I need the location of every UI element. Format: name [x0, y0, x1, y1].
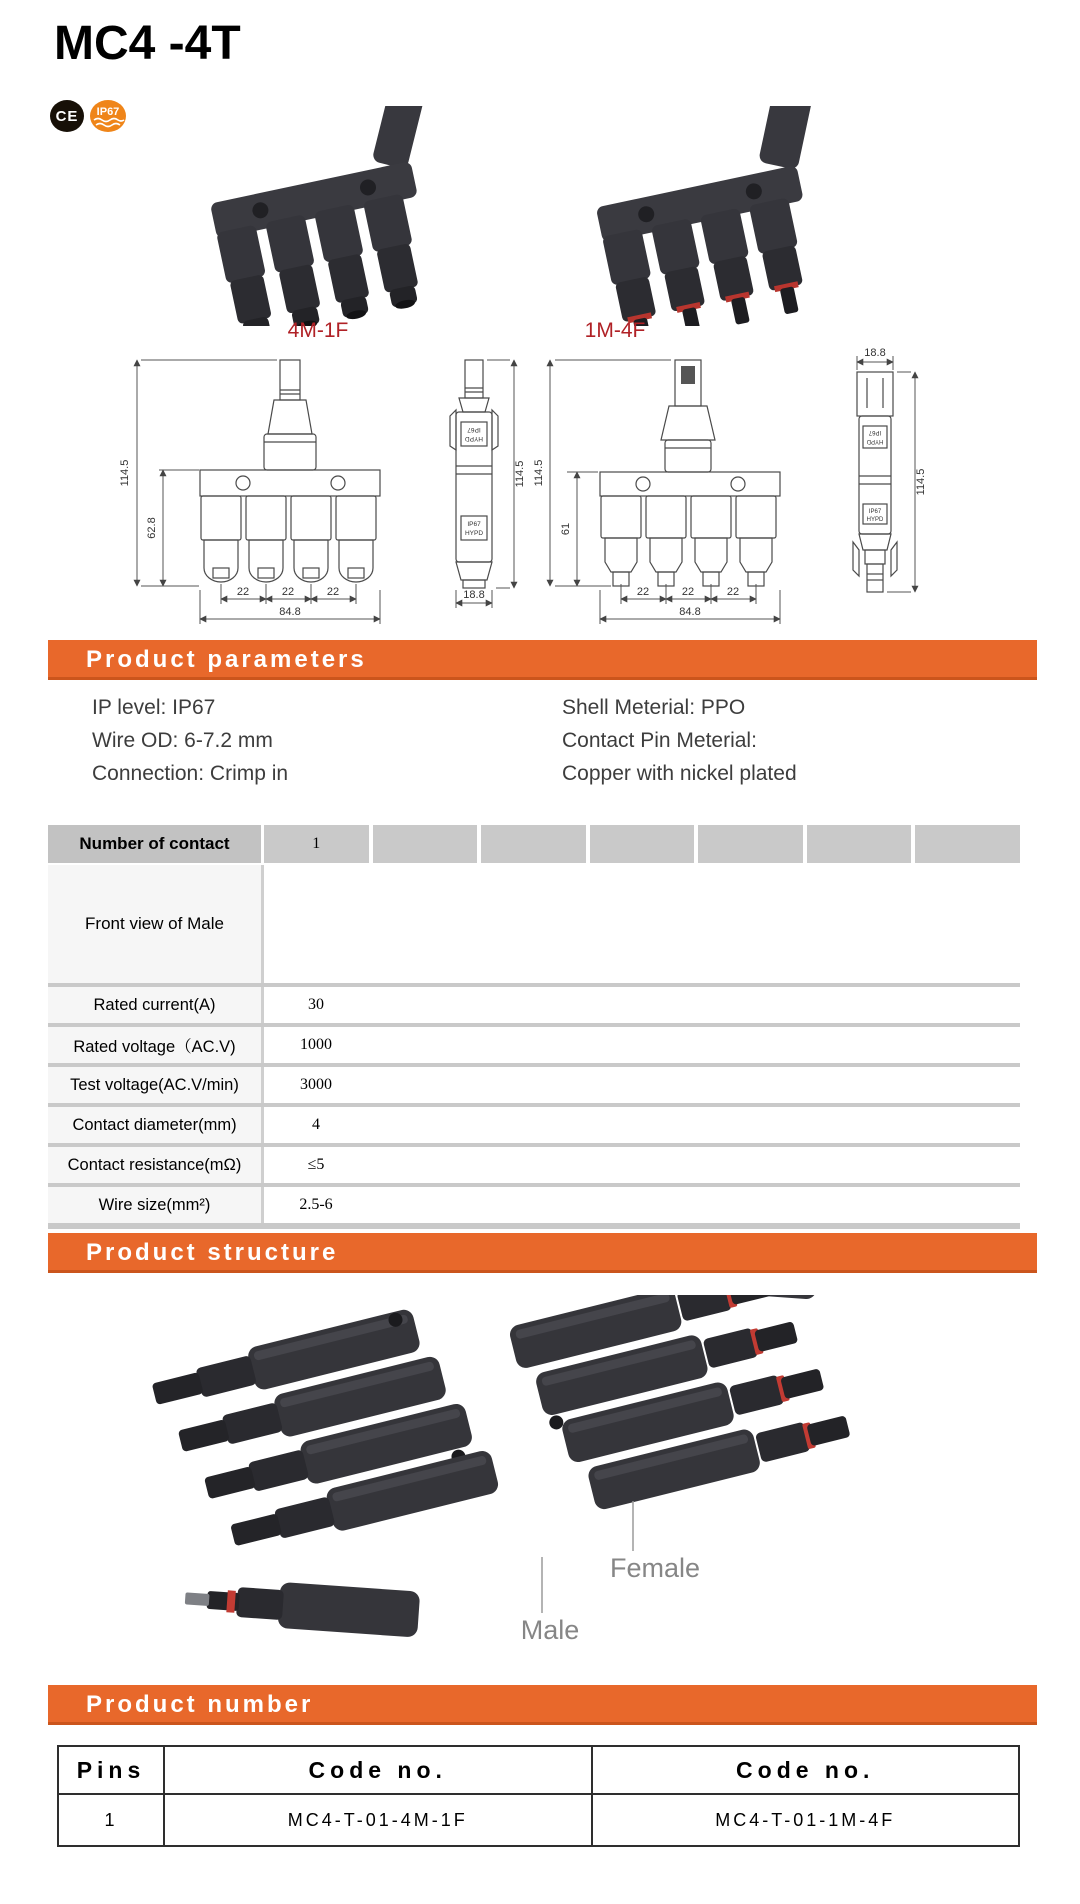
product-number-table — [57, 1745, 1020, 1847]
code-header-1: Code no. — [165, 1747, 593, 1793]
dimension-label: 22 — [281, 586, 295, 598]
page-title: MC4 -4T — [54, 17, 241, 70]
marking-label: HYPD — [464, 435, 484, 442]
dimension-label: 22 — [236, 586, 250, 598]
structure-illustration — [150, 1295, 930, 1660]
front-view-4m1f — [200, 360, 380, 582]
marking-label: IP67 — [868, 429, 882, 435]
dimensions-front-1m4f — [550, 360, 780, 624]
spec-row-value: 2.5-6 — [299, 1196, 333, 1213]
spec-header-empty-cell — [807, 825, 912, 863]
dimension-labels-front-4m1f — [119, 460, 339, 618]
spec-row-label: Wire size(mm²) — [48, 1187, 264, 1223]
spec-header-empty-cell — [590, 825, 695, 863]
parameter-contact-pin-material: Contact Pin Meterial: — [562, 729, 757, 752]
structure-female-assembly — [498, 1295, 930, 1521]
table-row — [48, 1187, 1020, 1229]
spec-row-label: Test voltage(AC.V/min) — [48, 1067, 264, 1103]
dimension-label: 62.8 — [146, 517, 158, 539]
parameter-ip-level: IP level: IP67 — [92, 696, 216, 719]
ip67-badge-icon — [88, 99, 128, 135]
spec-table — [48, 825, 1020, 1229]
male-label: Male — [520, 1615, 580, 1645]
section-header-number: Product number — [48, 1685, 1037, 1725]
spec-header-empty-cell — [373, 825, 478, 863]
table-row — [48, 987, 1020, 1027]
structure-male-trunk — [184, 1575, 421, 1637]
parameters-right-column — [562, 691, 797, 790]
ce-badge-label: CE — [55, 107, 79, 125]
pins-header: Pins — [59, 1747, 165, 1793]
marking-label: HYPD — [866, 438, 884, 444]
parameter-connection: Connection: Crimp in — [92, 762, 289, 785]
spec-row-value: 3000 — [300, 1076, 332, 1093]
front-view-row — [48, 865, 1020, 987]
spec-header-empty-cell — [481, 825, 586, 863]
side-view-left-marks — [465, 426, 484, 537]
table-row — [48, 1107, 1020, 1147]
dimension-label: 61 — [560, 522, 572, 536]
front-view-label: Front view of Male — [48, 865, 264, 983]
front-view-content — [264, 865, 1020, 983]
product-photo-1m4f — [535, 106, 885, 326]
spec-header-cells — [264, 825, 1020, 863]
marking-label: IP67 — [467, 521, 481, 528]
spec-row-value: 30 — [308, 996, 324, 1013]
code-value-1: MC4-T-01-4M-1F — [165, 1795, 593, 1845]
spec-row-label: Rated voltage（AC.V) — [48, 1027, 264, 1063]
parameters-left-column — [92, 691, 288, 790]
side-view-left — [450, 360, 498, 588]
spec-header-empty-cell — [698, 825, 803, 863]
code-value-2: MC4-T-01-1M-4F — [715, 1809, 896, 1830]
table-row — [59, 1793, 1018, 1845]
table-row — [48, 1027, 1020, 1067]
photo-label-1m4f: 1M-4F — [584, 319, 646, 342]
spec-header-empty-cell — [915, 825, 1020, 863]
pins-value: 1 — [59, 1795, 165, 1845]
spec-table-header-row — [48, 825, 1020, 863]
spec-header-label: Number of contact — [48, 825, 261, 863]
photo-label-4m1f: 4M-1F — [287, 319, 349, 342]
spec-row-label: Contact resistance(mΩ) — [48, 1147, 264, 1183]
dimension-label: 22 — [726, 586, 740, 598]
dimension-label: 22 — [681, 586, 695, 598]
marking-label: HYPD — [866, 517, 884, 523]
female-label: Female — [609, 1553, 701, 1583]
parameter-contact-pin-material-2: Copper with nickel plated — [562, 762, 797, 785]
marking-label: IP67 — [868, 509, 882, 515]
table-row — [48, 1067, 1020, 1107]
section-header-parameters: Product parameters — [48, 640, 1037, 680]
dimension-label: 84.8 — [279, 606, 301, 618]
front-view-1m4f — [600, 360, 780, 586]
dimensions-front-4m1f — [137, 360, 380, 624]
structure-male-assembly — [150, 1298, 530, 1660]
spec-header-value-cell: 1 — [264, 825, 369, 863]
side-view-right — [853, 372, 897, 592]
spec-row-label: Rated current(A) — [48, 987, 264, 1023]
spec-row-value: 1000 — [300, 1036, 332, 1053]
dimension-label: 114.5 — [514, 460, 526, 488]
spec-row-label: Contact diameter(mm) — [48, 1107, 264, 1143]
dimension-label: 114.5 — [119, 459, 131, 487]
product-photo-4m1f — [160, 106, 490, 326]
dimension-label: 84.8 — [679, 606, 701, 618]
code-header-2: Code no. — [736, 1756, 875, 1783]
ip67-badge-label: IP67 — [96, 106, 120, 118]
marking-label: HYPD — [464, 530, 484, 537]
parameter-wire-od: Wire OD: 6-7.2 mm — [92, 729, 273, 752]
marking-label: IP67 — [467, 426, 481, 433]
ce-badge-icon — [50, 100, 84, 132]
number-table-header-row — [59, 1747, 1018, 1793]
technical-drawings — [115, 346, 955, 638]
section-header-structure: Product structure — [48, 1233, 1037, 1273]
dimension-label: 18.8 — [463, 589, 485, 601]
table-row — [48, 1147, 1020, 1187]
dimension-label: 114.5 — [533, 459, 545, 487]
spec-row-value: 4 — [312, 1116, 320, 1133]
dimensions-side-right — [857, 356, 915, 592]
spec-row-value: ≤5 — [307, 1156, 325, 1173]
dimension-label: 22 — [636, 586, 650, 598]
dimension-label: 18.8 — [864, 347, 886, 359]
dimension-labels-side-right — [864, 347, 927, 495]
parameter-shell-material: Shell Meterial: PPO — [562, 696, 746, 719]
dimension-label: 114.5 — [915, 468, 927, 496]
dimension-label: 22 — [326, 586, 340, 598]
